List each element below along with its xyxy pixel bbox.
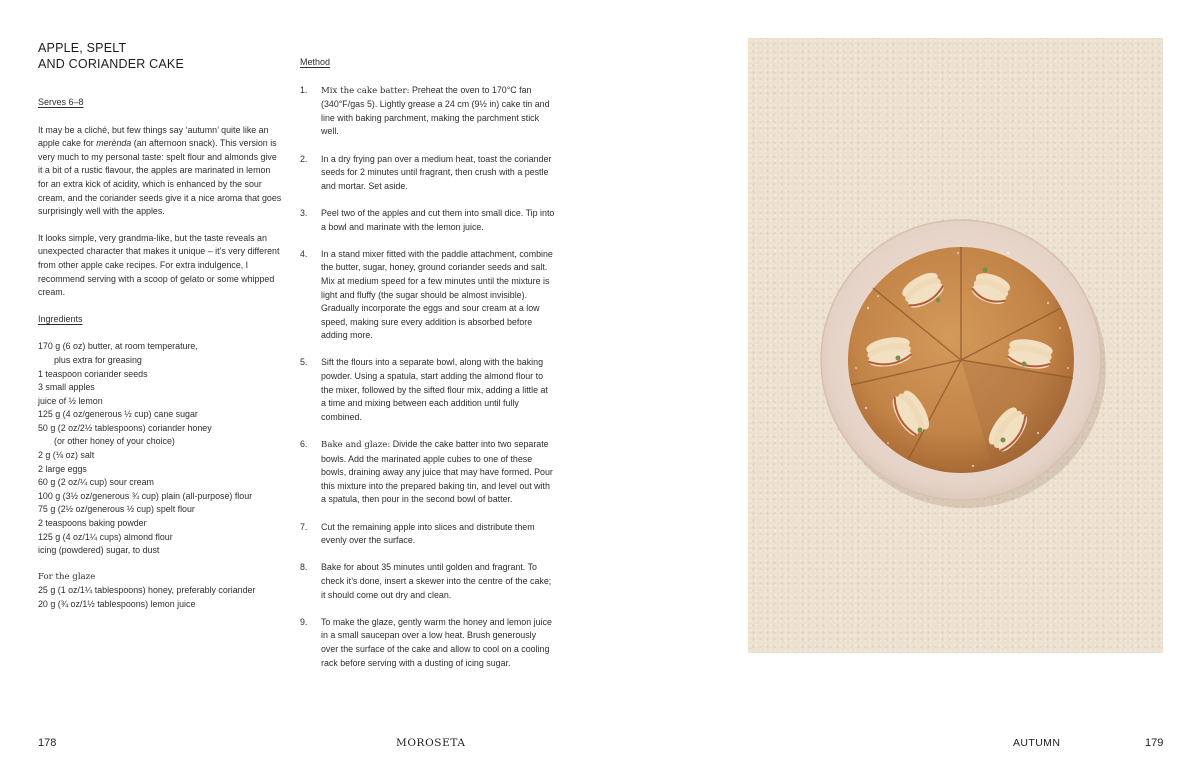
step-text: Peel two of the apples and cut them into small dice. Tip into a bowl and marinate with the lemon juice. xyxy=(321,207,555,232)
intro-paragraph-1: It may be a cliché, but few things say ‘autumn’ quite like an apple cake for merènda (an afternoon snack). This version is very much to my personal taste: spelt flour and almonds give it a bit of a rustic flavour, the apples are marinated in lemon for an extra kick of acidity, which is enhanced by the sour cream, and the coriander seeds give it a nice aroma that goes surprisingly well with the apples. xyxy=(38,124,282,217)
method-column xyxy=(300,56,555,684)
step-text: Cut the remaining apple into slices and distribute them evenly over the surface. xyxy=(321,521,535,546)
right-page-number: 179 xyxy=(1145,737,1164,749)
ingredient-text: 60 g (2 oz/¼ cup) sour cream xyxy=(38,477,154,488)
ingredient-text: 2 g (⅛ oz) salt xyxy=(38,450,95,461)
recipe-title xyxy=(38,40,184,72)
glaze-list xyxy=(38,584,283,611)
ingredient-text: 125 g (4 oz/1¼ cups) almond flour xyxy=(38,531,173,542)
method-step xyxy=(300,84,555,139)
ingredient-text: 125 g (4 oz/generous ½ cup) cane sugar xyxy=(38,409,198,420)
step-number: 6. xyxy=(300,439,308,450)
step-text: In a stand mixer fitted with the paddle attachment, combine the butter, sugar, honey, ground coriander seeds and salt. Mix at medium speed for a few minutes until the mixture is light and fluffy (the sugar should be almost invisible). Gradually incorporate the eggs and sour cream at a low speed, making sure every addition is absorbed before adding more. xyxy=(321,248,553,341)
chapter-name: AUTUMN xyxy=(1013,737,1061,749)
glaze-heading: For the glaze xyxy=(38,571,96,582)
ingredient-item xyxy=(38,368,283,382)
italic-term: merènda xyxy=(96,138,132,149)
step-text: Divide the cake batter into two separate bowls. Add the marinated apple cubes to one of these bowls, draining away any juice that may have formed. Pour this mixture into the prepared baking tin, and level out with a spatula, then pour in the second bowl of batter. xyxy=(321,439,553,505)
ingredient-text: 170 g (6 oz) butter, at room temperature, xyxy=(38,341,198,352)
ingredient-item xyxy=(38,395,283,409)
left-page-number: 178 xyxy=(38,737,57,749)
cake-photo xyxy=(748,38,1163,653)
step-text: Bake for about 35 minutes until golden and fragrant. To check it’s done, insert a skewer into the centre of the cake; it should come out dry and clean. xyxy=(321,562,552,600)
recipe-title-line-1: APPLE, SPELT xyxy=(38,41,127,55)
intro-column xyxy=(38,96,283,612)
ingredient-text: 1 teaspoon coriander seeds xyxy=(38,368,148,379)
ingredient-item xyxy=(38,422,283,449)
ingredient-item xyxy=(38,490,283,504)
ingredient-item xyxy=(38,544,283,558)
step-number: 3. xyxy=(300,207,308,218)
step-text: Sift the flours into a separate bowl, along with the baking powder. Using a spatula, start adding the almond flour to the mixer, followed by the sifted flour mix, adding a little at a time and mixing between each addition until fully combined. xyxy=(321,357,548,422)
ingredient-text: juice of ½ lemon xyxy=(38,395,103,406)
method-step xyxy=(300,616,555,670)
method-step xyxy=(300,438,555,507)
method-step xyxy=(300,356,555,424)
step-number: 2. xyxy=(300,153,308,164)
step-text: In a dry frying pan over a medium heat, toast the coriander seeds for 2 minutes until fragrant, then crush with a pestle and mortar. Set aside. xyxy=(321,153,552,191)
step-number: 1. xyxy=(300,84,308,95)
ingredient-item xyxy=(38,381,283,395)
cake-illustration xyxy=(748,38,1163,653)
step-number: 7. xyxy=(300,521,308,532)
ingredients-heading: Ingredients xyxy=(38,313,83,324)
ingredient-item xyxy=(38,503,283,517)
ingredient-text: 2 teaspoons baking powder xyxy=(38,518,147,529)
method-step xyxy=(300,561,555,602)
recipe-title-line-2: AND CORIANDER CAKE xyxy=(38,57,184,71)
ingredient-item xyxy=(38,476,283,490)
serves-label: Serves 6–8 xyxy=(38,97,84,107)
method-step xyxy=(300,207,555,234)
ingredient-text: 100 g (3½ oz/generous ¾ cup) plain (all-purpose) flour xyxy=(38,490,253,501)
ingredient-item xyxy=(38,408,283,422)
ingredient-text: icing (powdered) sugar, to dust xyxy=(38,545,160,556)
ingredient-text: 2 large eggs xyxy=(38,463,87,474)
ingredient-item xyxy=(38,531,283,545)
ingredient-text: 75 g (2½ oz/generous ½ cup) spelt flour xyxy=(38,504,195,515)
ingredient-item xyxy=(38,517,283,531)
ingredient-text: (or other honey of your choice) xyxy=(54,436,175,447)
glaze-item: 20 g (¾ oz/1½ tablespoons) lemon juice xyxy=(38,599,196,609)
right-page xyxy=(600,0,1200,783)
glaze-item: 25 g (1 oz/1¼ tablespoons) honey, preferably coriander xyxy=(38,585,256,596)
method-step xyxy=(300,521,555,548)
step-text: Preheat the oven to 170°C fan (340°F/gas 5). Lightly grease a 24 cm (9½ in) cake tin and line with baking parchment, making the parchment stick well. xyxy=(321,84,550,137)
book-title: MOROSETA xyxy=(396,737,466,749)
ingredient-item xyxy=(38,340,283,367)
step-number: 5. xyxy=(300,357,308,368)
ingredients-list xyxy=(38,340,283,558)
step-lead: Bake and glaze: xyxy=(321,440,391,451)
step-lead: Mix the cake batter: xyxy=(321,85,410,96)
step-number: 4. xyxy=(300,248,308,259)
ingredient-text: 3 small apples xyxy=(38,382,95,393)
step-number: 9. xyxy=(300,616,308,627)
method-steps xyxy=(300,84,555,671)
ingredient-text: plus extra for greasing xyxy=(54,354,142,365)
method-step xyxy=(300,248,555,343)
intro-paragraph-2: It looks simple, very grandma-like, but the taste reveals an unexpected character that makes it unique – it’s very different from other apple cake recipes. For extra indulgence, I recommend serving with a scoop of gelato or some whipped cream. xyxy=(38,232,280,298)
method-heading: Method xyxy=(300,57,331,67)
step-text: To make the glaze, gently warm the honey and lemon juice in a small saucepan over a low heat. Brush generously over the surface of the cake and allow to cool on a cooling rack before serving with a dusting of icing sugar. xyxy=(321,616,552,668)
ingredient-item xyxy=(38,463,283,477)
ingredient-text: 50 g (2 oz/2½ tablespoons) coriander honey xyxy=(38,422,212,433)
step-number: 8. xyxy=(300,562,308,573)
method-step xyxy=(300,153,555,194)
ingredient-item xyxy=(38,449,283,463)
